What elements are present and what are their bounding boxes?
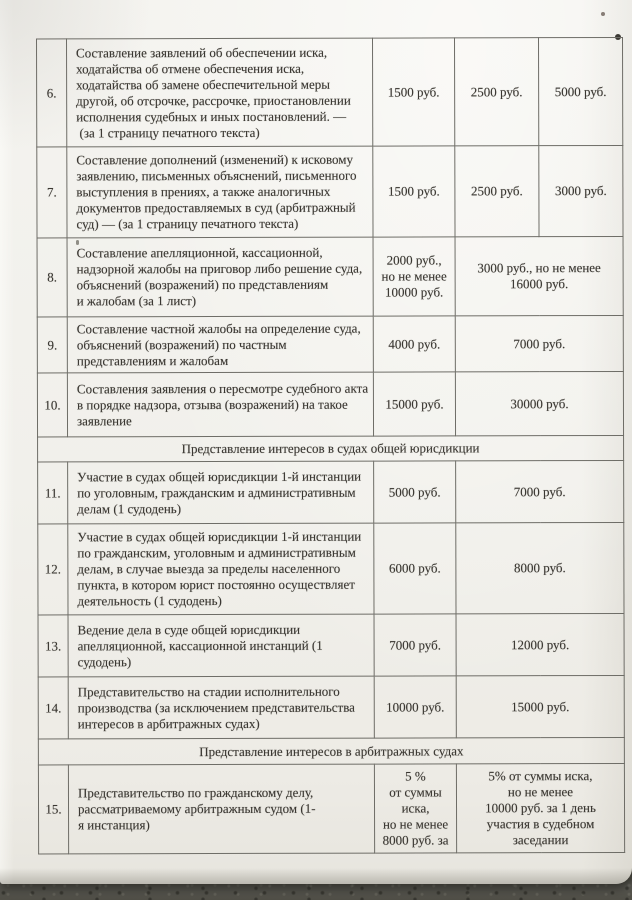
price-col-merged: 12000 руб. [456, 613, 624, 675]
section-title: Представление интересов в судах общей юрисдикции [38, 435, 624, 462]
table-row [37, 145, 623, 238]
price-col-1: 7000 руб. [374, 614, 456, 676]
price-col-1: 5000 руб. [374, 461, 456, 523]
table-row [38, 675, 624, 739]
service-description: Представительство на стадии исполнительного производства (за исключением представительства интересов в арбитражных судах) [68, 676, 374, 739]
table-row [38, 613, 624, 677]
section-title: Представление интересов в арбитражных судах [38, 737, 624, 765]
table-row [37, 37, 623, 147]
service-description: Составление апелляционной, кассационной, надзорной жалобы на приговор либо решение суда, объяснений (возражений) по представлениям и жалобам (за 1 лист) [67, 237, 373, 317]
service-description: Ведение дела в суде общей юрисдикции апелляционной, кассационной инстанций (1 судодень) [68, 614, 374, 677]
service-description: Составление частной жалобы на определение суда, объяснений (возражений) по частным представлениям и жалобам [67, 316, 373, 373]
table-row [37, 315, 623, 373]
price-col-2: 2500 руб. [455, 146, 539, 237]
price-col-merged: 3000 руб., но не менее 16000 руб. [455, 236, 623, 315]
service-description: Составления заявления о пересмотре судебного акта в порядке надзора, отзыва (возражений) на такое заявление [67, 372, 373, 437]
price-col-1: 4000 руб. [373, 316, 455, 372]
row-number: 15. [38, 765, 68, 854]
price-col-1: 6000 руб. [374, 523, 456, 614]
row-number: 11. [38, 462, 68, 524]
row-number: 6. [37, 39, 67, 147]
row-number: 13. [38, 615, 68, 677]
row-number: 7. [37, 147, 67, 238]
row-number: 9. [37, 317, 67, 373]
price-col-2: 2500 руб. [455, 38, 539, 146]
row-number: 14. [38, 677, 68, 739]
service-description: Составление заявлений об обеспечении иска, ходатайства об отмене обеспечения иска, ходатайства об замене обеспечительной меры другой, об отсрочке, рассрочке, приостановлении исполнения судебных и иных постановлений. — (за 1 страницу печатного текста) [67, 38, 373, 147]
price-col-merged: 7000 руб. [456, 460, 624, 522]
price-col-1: 15000 руб. [373, 372, 455, 436]
section-header-row [38, 435, 624, 462]
price-col-merged: 30000 руб. [455, 371, 623, 435]
table-row [37, 371, 623, 437]
price-col-1: 1500 руб. [373, 38, 455, 146]
row-number: 8. [37, 238, 67, 317]
service-description: Участие в судах общей юрисдикции 1-й инстанции по гражданским, уголовным и административным делам, в случае выезда за пределы населенного пункта, в котором юрист постоянно осуществляет деятельность (1 судодень) [68, 523, 374, 615]
service-description: Составление дополнений (изменений) к исковому заявлению, письменных объяснений, письменного выступления в прениях, а также аналогичных документов предоставляемых в суд (арбитражный суд) — (за 1 страницу печатного текста) [67, 146, 373, 238]
service-description: Представительство по гражданскому делу, рассматриваемому арбитражным судом (1- я инстанция) [68, 764, 374, 854]
price-col-merged: 7000 руб. [455, 315, 623, 371]
table-row [38, 522, 624, 615]
section-header-row [38, 737, 624, 765]
table-row [38, 460, 624, 524]
price-col-merged: 5% от суммы иска, но не менее 10000 руб. за 1 день участия в судебном заседании [456, 763, 624, 852]
price-col-1: 2000 руб., но не менее 10000 руб. [373, 237, 455, 316]
row-number: 10. [37, 373, 67, 437]
service-description: Участие в судах общей юрисдикции 1-й инстанции по уголовным, гражданским и административным делам (1 судодень) [68, 461, 374, 524]
table-row [38, 763, 624, 854]
price-col-merged: 8000 руб. [456, 522, 624, 613]
table-row [37, 236, 623, 317]
price-col-1: 1500 руб. [373, 146, 455, 237]
price-col-3: 3000 руб. [539, 145, 623, 236]
legal-fees-table [36, 37, 625, 855]
price-col-1: 5 % от суммы иска, но не менее 8000 руб. за [374, 764, 456, 853]
price-col-merged: 15000 руб. [456, 675, 624, 737]
price-col-1: 10000 руб. [374, 676, 456, 738]
price-col-3: 5000 руб. [539, 37, 623, 145]
row-number: 12. [38, 524, 68, 615]
